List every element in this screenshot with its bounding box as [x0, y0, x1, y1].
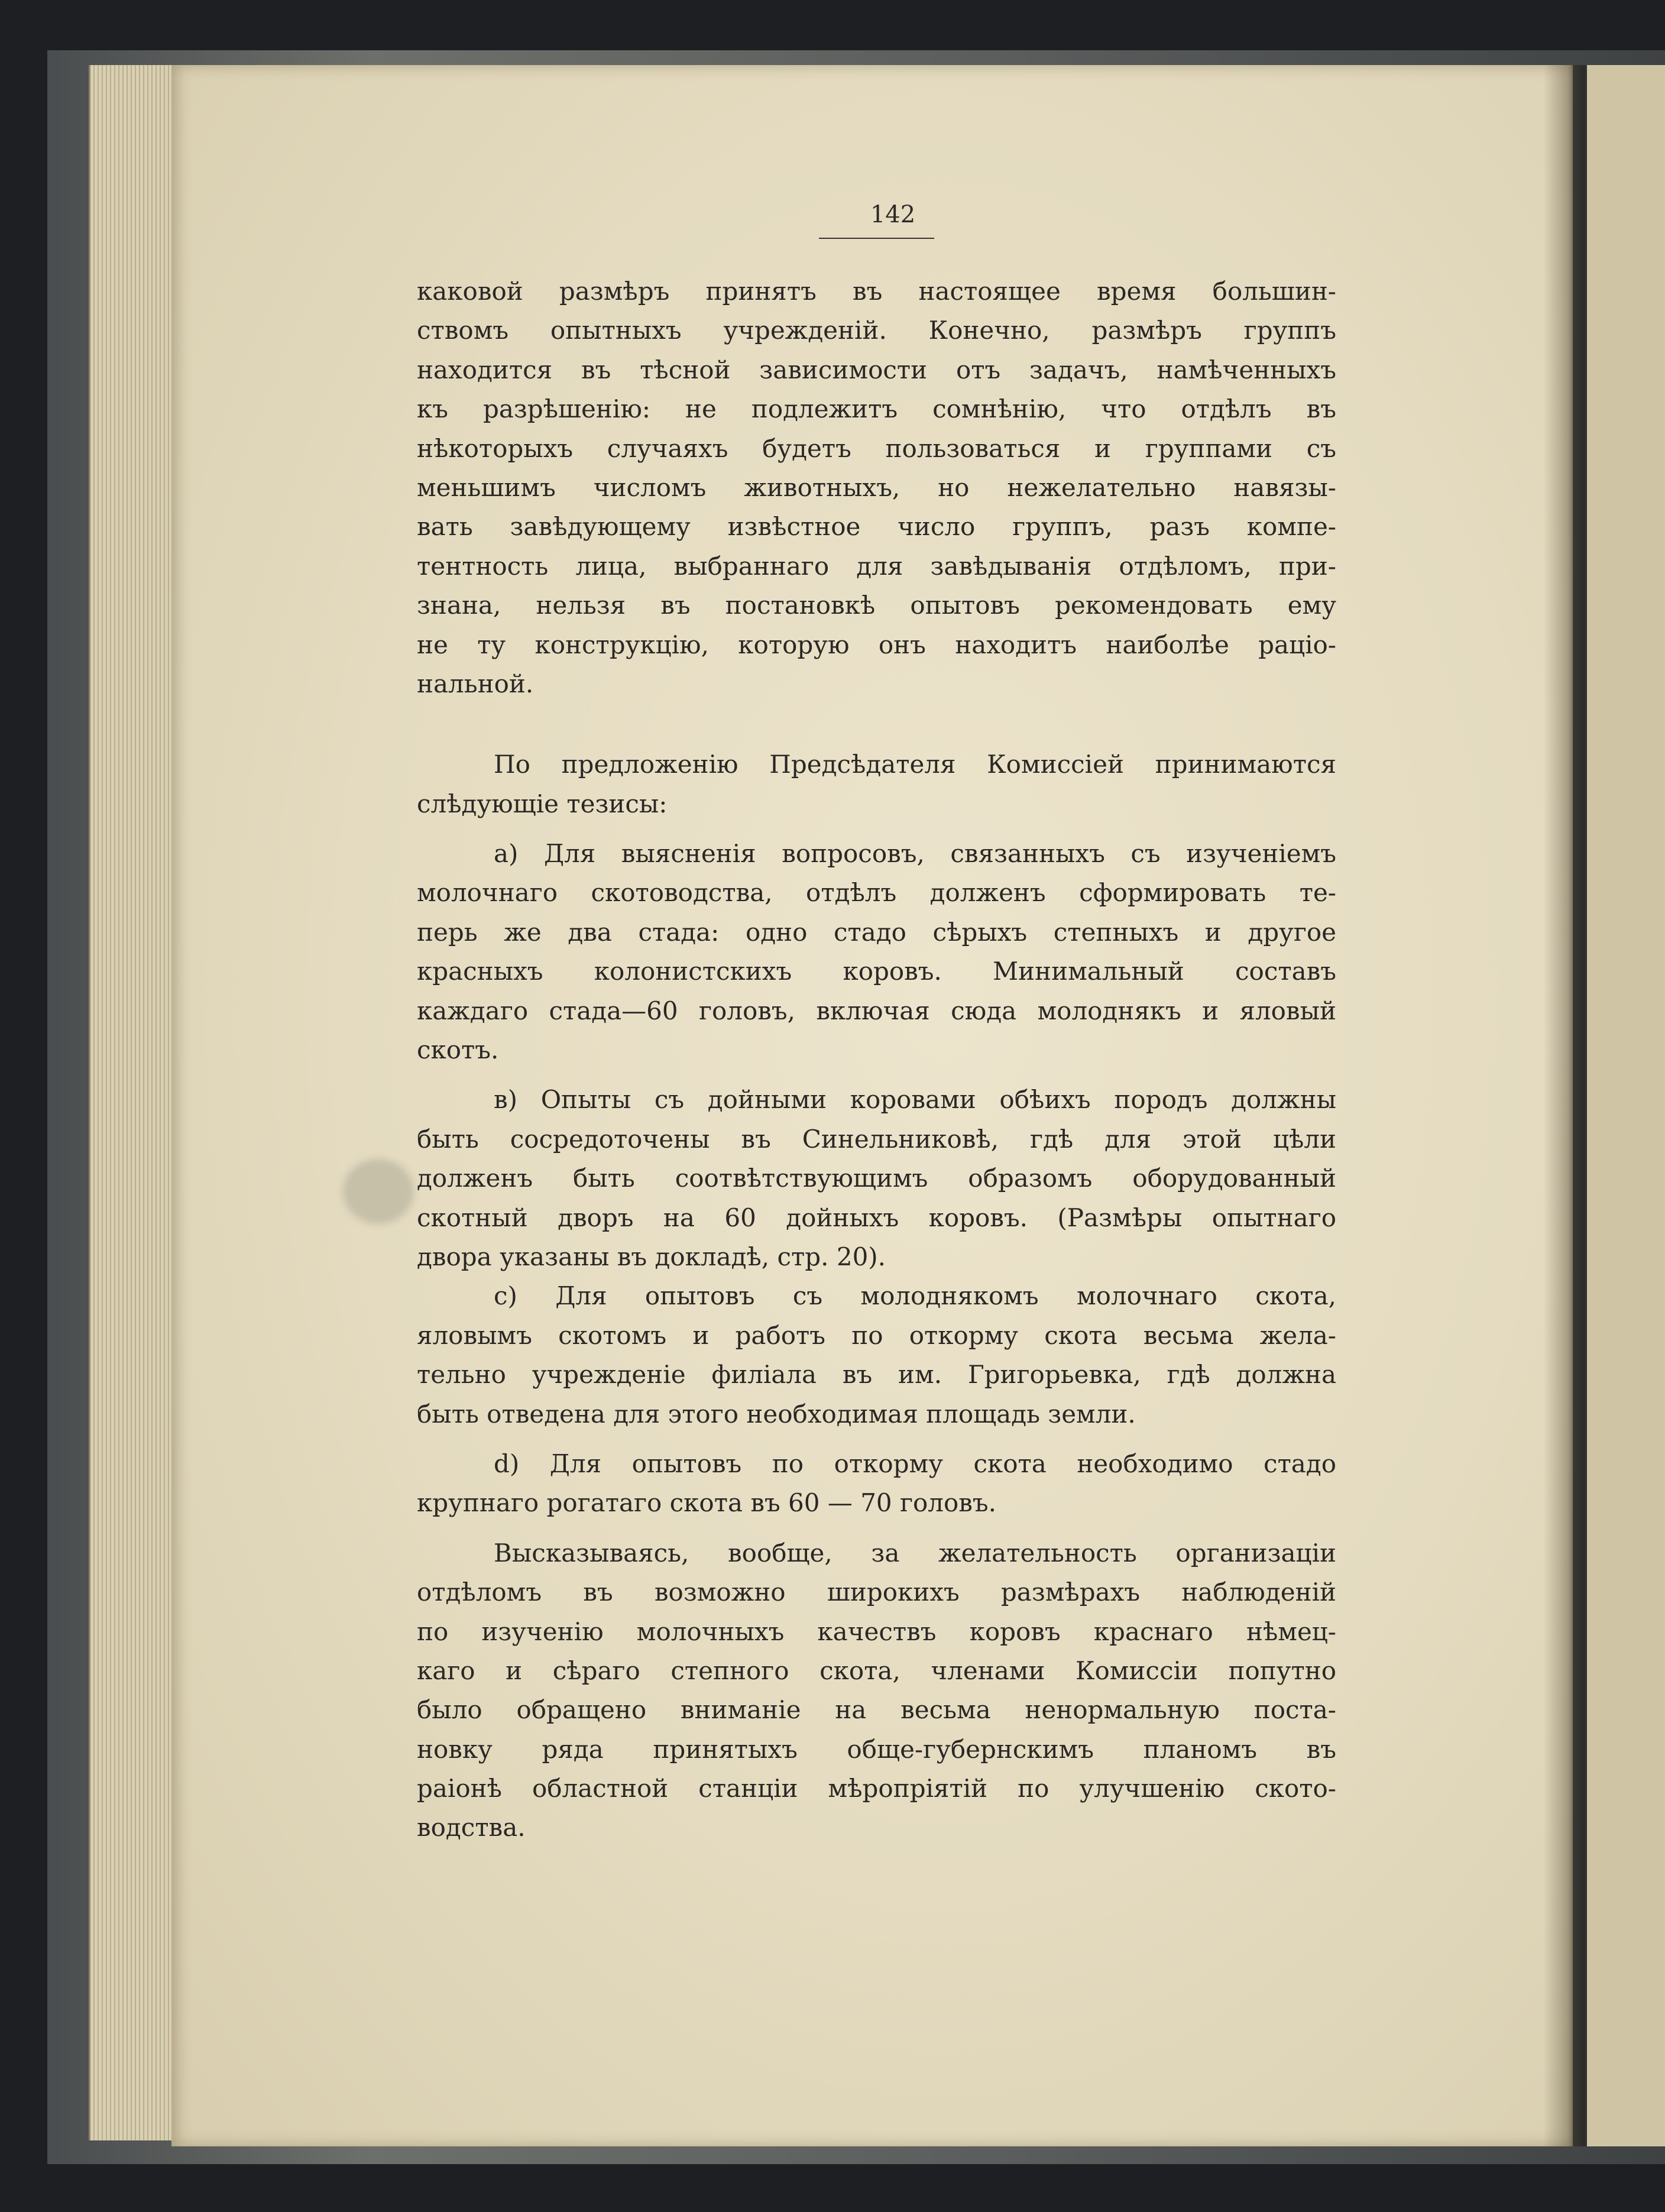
- text-line: было обращено вниманіе на весьма ненормальную поста-: [417, 1695, 1336, 1725]
- paragraph-1: [417, 272, 1336, 704]
- text-line: долженъ быть соотвѣтствующимъ образомъ оборудованный: [417, 1164, 1336, 1193]
- thesis-a: [417, 834, 1336, 1070]
- text-line: отдѣломъ въ возможно широкихъ размѣрахъ наблюденій: [417, 1578, 1336, 1607]
- paragraph-gap: [417, 824, 1336, 834]
- paper-stain: [343, 1159, 414, 1224]
- text-line: слѣдующіе тезисы:: [417, 789, 668, 818]
- text-line: тельно учрежденіе филіала въ им. Григорьевка, гдѣ должна: [417, 1360, 1336, 1390]
- book-gutter: [1543, 65, 1585, 2146]
- thesis-c: [417, 1277, 1336, 1434]
- text-line: молочнаго скотоводства, отдѣлъ долженъ сформировать те-: [417, 878, 1336, 908]
- page-number: 142: [870, 201, 916, 228]
- text-line: в) Опыты съ дойными коровами обѣихъ породъ должны: [494, 1085, 1336, 1115]
- paragraph-gap: [417, 1434, 1336, 1445]
- text-line: перь же два стада: одно стадо сѣрыхъ степныхъ и другое: [417, 917, 1336, 947]
- text-line: c) Для опытовъ съ молоднякомъ молочнаго скота,: [494, 1281, 1336, 1311]
- text-line: знана, нельзя въ постановкѣ опытовъ рекомендовать ему: [417, 591, 1336, 620]
- text-line: ствомъ опытныхъ учрежденій. Конечно, размѣръ группъ: [417, 316, 1336, 345]
- text-line: двора указаны въ докладѣ, стр. 20).: [417, 1242, 886, 1271]
- page-text: [417, 272, 1336, 1848]
- text-line: по изученію молочныхъ качествъ коровъ краснаго нѣмец-: [417, 1617, 1336, 1646]
- text-line: скотъ.: [417, 1035, 499, 1065]
- paragraph-3: [417, 1534, 1336, 1848]
- thesis-b: [417, 1080, 1336, 1277]
- text-line: вать завѣдующему извѣстное число группъ, разъ компе-: [417, 512, 1336, 542]
- paragraph-gap: [417, 1523, 1336, 1534]
- text-line: каждаго стада—60 головъ, включая сюда молоднякъ и яловый: [417, 996, 1336, 1025]
- text-line: не ту конструкцію, которую онъ находитъ наиболѣе раціо-: [417, 630, 1336, 659]
- text-line: быть сосредоточены въ Синельниковѣ, гдѣ для этой цѣли: [417, 1124, 1336, 1154]
- text-line: водства.: [417, 1813, 526, 1842]
- text-line: скотный дворъ на 60 дойныхъ коровъ. (Размѣры опытнаго: [417, 1203, 1336, 1232]
- text-line: красныхъ колонистскихъ коровъ. Минимальный составъ: [417, 957, 1336, 986]
- text-line: По предложенію Предсѣдателя Комиссіей принимаются: [494, 750, 1336, 779]
- text-line: каго и сѣраго степного скота, членами Комиссіи попутно: [417, 1656, 1336, 1685]
- text-line: быть отведена для этого необходимая площадь земли.: [417, 1399, 1136, 1429]
- text-line: меньшимъ числомъ животныхъ, но нежелательно навязы-: [417, 472, 1336, 502]
- text-line: раіонѣ областной станціи мѣропріятій по улучшенію ското-: [417, 1774, 1336, 1803]
- page-number-rule: [819, 238, 934, 239]
- text-line: d) Для опытовъ по откорму скота необходимо стадо: [494, 1449, 1336, 1478]
- page-edges: [89, 65, 179, 2140]
- text-line: каковой размѣръ принятъ въ настоящее время большин-: [417, 277, 1336, 306]
- thesis-d: [417, 1445, 1336, 1523]
- facing-page-edge: [1585, 65, 1665, 2146]
- text-line: a) Для выясненія вопросовъ, связанныхъ съ изученіемъ: [494, 839, 1336, 869]
- text-line: къ разрѣшенію: не подлежитъ сомнѣнію, что отдѣлъ въ: [417, 394, 1336, 424]
- text-line: находится въ тѣсной зависимости отъ задачъ, намѣченныхъ: [417, 355, 1336, 384]
- text-line: новку ряда принятыхъ обще-губернскимъ планомъ въ: [417, 1734, 1336, 1764]
- text-line: нѣкоторыхъ случаяхъ будетъ пользоваться и группами съ: [417, 433, 1336, 463]
- paragraph-2: [417, 745, 1336, 824]
- text-line: тентность лица, выбраннаго для завѣдыванія отдѣломъ, при-: [417, 551, 1336, 581]
- text-line: Высказываясь, вообще, за желательность организаціи: [494, 1538, 1336, 1567]
- text-line: нальной.: [417, 669, 534, 698]
- paragraph-gap: [417, 1070, 1336, 1080]
- paragraph-gap: [417, 704, 1336, 745]
- text-line: яловымъ скотомъ и работъ по откорму скота весьма жела-: [417, 1320, 1336, 1350]
- text-line: крупнаго рогатаго скота въ 60 — 70 головъ.: [417, 1488, 996, 1518]
